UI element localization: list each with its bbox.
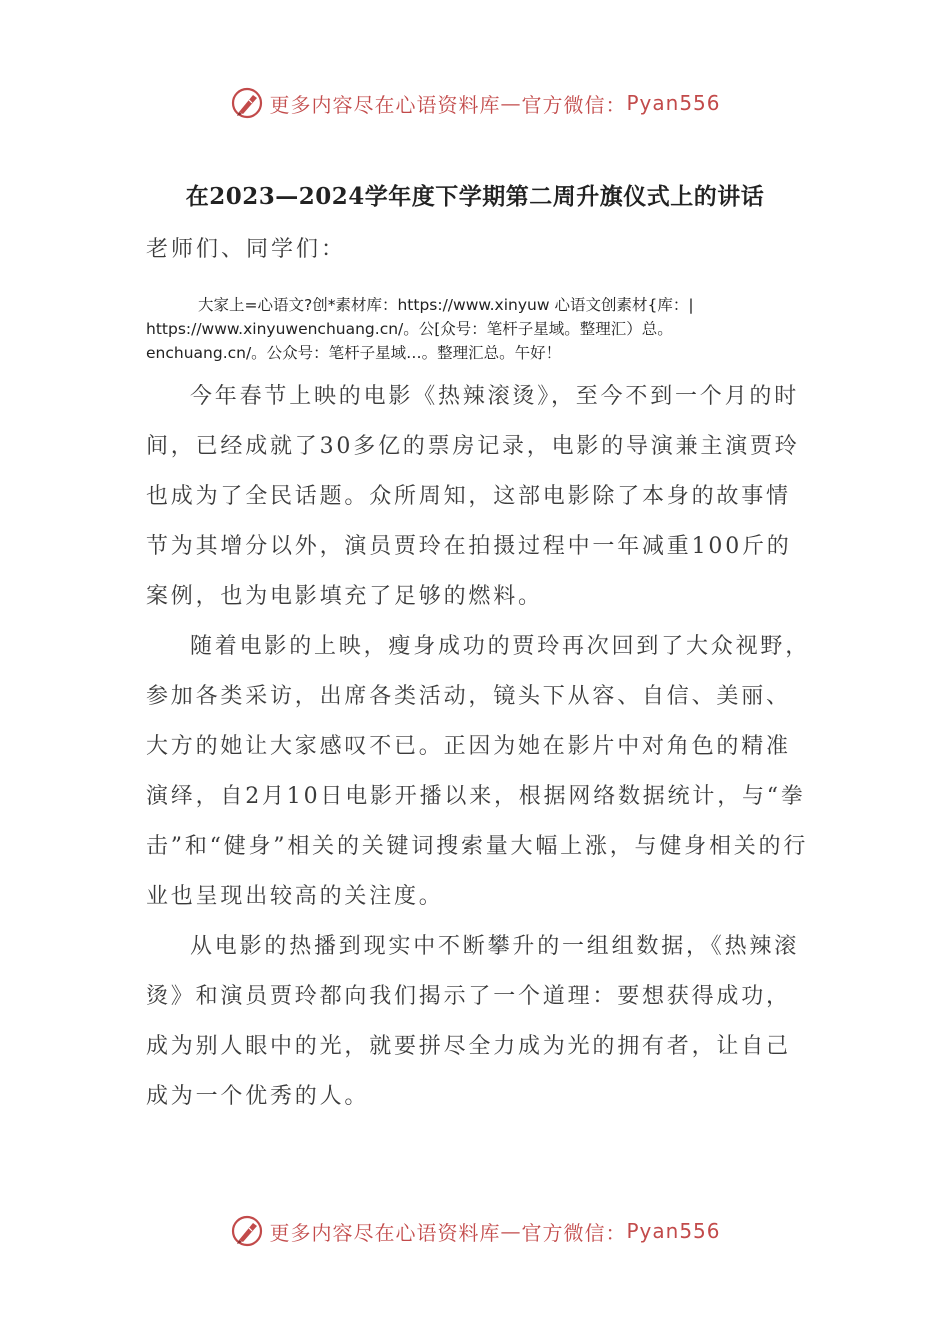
- banner-wechat-label: 官方微信: [521, 92, 606, 117]
- banner-brand-text: 更多内容尽在心语资料库: [269, 1220, 501, 1245]
- banner-wechat-label: 官方微信: [521, 1220, 606, 1245]
- watermark-noise-text: [146, 293, 816, 365]
- banner-dash: —: [500, 91, 522, 115]
- noise-line: 大家上=心语文?创*素材库：https://www.xinyuw 心语文创素材{库：|: [198, 296, 694, 314]
- body-paragraph: 从电影的热播到现实中不断攀升的一组组数据，《热辣滚烫》和演员贾玲都向我们揭示了一个道理：要想获得成功，成为别人眼中的光，就要拼尽全力成为光的拥有者，让自己成为一个优秀的人。: [146, 934, 800, 1109]
- noise-line: https://www.xinyuwenchuang.cn/。公[众号：笔杆子星域。整理汇）总。: [146, 320, 673, 338]
- footer-watermark-banner: [0, 1206, 950, 1256]
- noise-line: enchuang.cn/。公众号：笔杆子星域…。整理汇总。午好！: [146, 344, 562, 362]
- banner-separator: ：: [605, 92, 627, 117]
- pen-nib-circle-icon: [229, 1213, 265, 1249]
- banner-brand-text: 更多内容尽在心语资料库: [269, 92, 501, 117]
- pen-nib-circle-icon: [229, 85, 265, 121]
- banner-wechat-handle: Pyan556: [626, 91, 721, 115]
- page-title: 在2023—2024学年度下学期第二周升旗仪式上的讲话: [185, 183, 765, 210]
- banner-wechat-handle: Pyan556: [626, 1219, 721, 1243]
- body-paragraph: 随着电影的上映，瘦身成功的贾玲再次回到了大众视野，参加各类采访，出席各类活动，镜头下从容、自信、美丽、大方的她让大家感叹不已。正因为她在影片中对角色的精准演绎，自2月10日电影开播以来，根据网络数据统计，与“拳击”和“健身”相关的关键词搜索量大幅上涨，与健身相关的行业也呈现出较高的关注度。: [146, 634, 811, 909]
- salutation: 老师们、同学们：: [146, 237, 347, 262]
- banner-dash: —: [500, 1219, 522, 1243]
- speech-body: [146, 372, 811, 1122]
- body-paragraph: 今年春节上映的电影《热辣滚烫》，至今不到一个月的时间，已经成就了30多亿的票房记录，电影的导演兼主演贾玲也成为了全民话题。众所周知，这部电影除了本身的故事情节为其增分以外，演员贾玲在拍摄过程中一年减重100斤的案例，也为电影填充了足够的燃料。: [146, 384, 800, 609]
- banner-separator: ：: [605, 1220, 627, 1245]
- header-watermark-banner: [0, 78, 950, 128]
